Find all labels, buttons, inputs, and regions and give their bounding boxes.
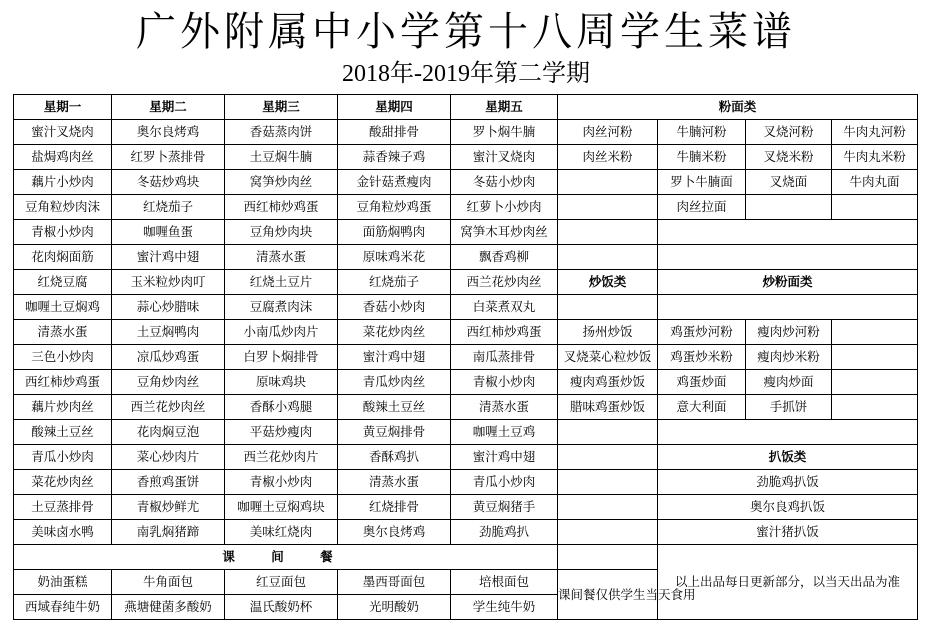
fried-item: 鸡蛋炒米粉 bbox=[658, 345, 746, 370]
dish-cell: 原味鸡米花 bbox=[338, 245, 451, 270]
table-row bbox=[14, 445, 918, 470]
dish-cell: 清蒸水蛋 bbox=[451, 395, 558, 420]
noodle-item: 肉丝拉面 bbox=[658, 195, 746, 220]
dish-cell: 青瓜小炒肉 bbox=[14, 445, 112, 470]
dish-cell: 红烧茄子 bbox=[338, 270, 451, 295]
snack-item: 燕塘健菌多酸奶 bbox=[112, 595, 225, 620]
day-header: 星期三 bbox=[225, 95, 338, 120]
dish-cell: 冬菇小炒肉 bbox=[451, 170, 558, 195]
fried-item: 叉烧菜心粒炒饭 bbox=[558, 345, 658, 370]
rice-plate-item: 奥尔良鸡扒饭 bbox=[658, 495, 918, 520]
noodle-item: 叉烧面 bbox=[746, 170, 832, 195]
noodle-item: 牛腩河粉 bbox=[658, 120, 746, 145]
empty-cell bbox=[558, 420, 658, 445]
table-row bbox=[14, 320, 918, 345]
fried-item: 手抓饼 bbox=[746, 395, 832, 420]
snack-item: 光明酸奶 bbox=[338, 595, 451, 620]
dish-cell: 窝笋木耳炒肉丝 bbox=[451, 220, 558, 245]
table-row bbox=[14, 470, 918, 495]
dish-cell: 西兰花炒肉片 bbox=[225, 445, 338, 470]
noodle-item: 肉丝米粉 bbox=[558, 145, 658, 170]
dish-cell: 奥尔良烤鸡 bbox=[338, 520, 451, 545]
dish-cell: 咖喱土豆鸡 bbox=[451, 420, 558, 445]
dish-cell: 香菇蒸肉饼 bbox=[225, 120, 338, 145]
empty-cell bbox=[658, 420, 918, 445]
empty-cell bbox=[558, 445, 658, 470]
dish-cell: 红罗卜蒸排骨 bbox=[112, 145, 225, 170]
dish-cell: 清蒸水蛋 bbox=[338, 470, 451, 495]
dish-cell: 土豆焖鸭肉 bbox=[112, 320, 225, 345]
noodle-item: 肉丝河粉 bbox=[558, 120, 658, 145]
dish-cell: 豆腐煮肉沫 bbox=[225, 295, 338, 320]
snack-item: 学生纯牛奶 bbox=[451, 595, 558, 620]
update-note: 以上出品每日更新部分，以当天出品为准 bbox=[658, 545, 918, 620]
dish-cell: 青椒小炒肉 bbox=[14, 220, 112, 245]
dish-cell: 西红柿炒鸡蛋 bbox=[14, 370, 112, 395]
day-header: 星期二 bbox=[112, 95, 225, 120]
dish-cell: 黄豆焖猪手 bbox=[451, 495, 558, 520]
dish-cell: 白罗卜焖排骨 bbox=[225, 345, 338, 370]
dish-cell: 香菇小炒肉 bbox=[338, 295, 451, 320]
dish-cell: 菜花炒肉丝 bbox=[338, 320, 451, 345]
dish-cell: 花肉焖面筋 bbox=[14, 245, 112, 270]
fried-item: 瘦肉炒米粉 bbox=[746, 345, 832, 370]
dish-cell: 蜜汁叉烧肉 bbox=[451, 145, 558, 170]
empty-cell bbox=[558, 495, 658, 520]
day-header: 星期四 bbox=[338, 95, 451, 120]
snack-item: 培根面包 bbox=[451, 570, 558, 595]
dish-cell: 奥尔良烤鸡 bbox=[112, 120, 225, 145]
header-row bbox=[14, 95, 918, 120]
table-row bbox=[14, 345, 918, 370]
snack-title-row bbox=[14, 545, 918, 570]
dish-cell: 青椒小炒肉 bbox=[451, 370, 558, 395]
noodle-item: 牛肉丸面 bbox=[832, 170, 918, 195]
dish-cell: 香酥小鸡腿 bbox=[225, 395, 338, 420]
table-row bbox=[14, 395, 918, 420]
dish-cell: 青瓜炒肉丝 bbox=[338, 370, 451, 395]
dish-cell: 小南瓜炒肉片 bbox=[225, 320, 338, 345]
snack-section-title: 课 间 餐 bbox=[14, 545, 558, 570]
noodle-item bbox=[832, 195, 918, 220]
dish-cell: 土豆焖牛腩 bbox=[225, 145, 338, 170]
fried-item: 瘦肉鸡蛋炒饭 bbox=[558, 370, 658, 395]
fried-item: 鸡蛋炒河粉 bbox=[658, 320, 746, 345]
snack-item: 墨西哥面包 bbox=[338, 570, 451, 595]
fried-item: 扬州炒饭 bbox=[558, 320, 658, 345]
semester-subtitle: 2018年-2019年第二学期 bbox=[342, 61, 590, 87]
table-row bbox=[14, 195, 918, 220]
noodle-item bbox=[746, 195, 832, 220]
table-row bbox=[14, 120, 918, 145]
dish-cell: 南乳焖猪蹄 bbox=[112, 520, 225, 545]
empty-cell bbox=[558, 470, 658, 495]
noodle-item: 叉烧河粉 bbox=[746, 120, 832, 145]
snack-note: 课间餐仅供学生当天食用 bbox=[558, 570, 658, 620]
empty-cell bbox=[832, 370, 918, 395]
noodle-item: 牛肉丸河粉 bbox=[832, 120, 918, 145]
dish-cell: 罗卜焖牛腩 bbox=[451, 120, 558, 145]
dish-cell: 西红柿炒鸡蛋 bbox=[225, 195, 338, 220]
noodle-item: 叉烧米粉 bbox=[746, 145, 832, 170]
dish-cell: 三色小炒肉 bbox=[14, 345, 112, 370]
fried-item: 鸡蛋炒面 bbox=[658, 370, 746, 395]
dish-cell: 蒜心炒腊味 bbox=[112, 295, 225, 320]
empty-cell bbox=[658, 220, 918, 245]
noodle-item: 罗卜牛腩面 bbox=[658, 170, 746, 195]
dish-cell: 菜花炒肉丝 bbox=[14, 470, 112, 495]
day-header: 星期五 bbox=[451, 95, 558, 120]
dish-cell: 美味红烧肉 bbox=[225, 520, 338, 545]
snack-item: 温氏酸奶杯 bbox=[225, 595, 338, 620]
dish-cell: 面筋焖鸭肉 bbox=[338, 220, 451, 245]
dish-cell: 香酥鸡扒 bbox=[338, 445, 451, 470]
noodle-item bbox=[558, 170, 658, 195]
dish-cell: 清蒸水蛋 bbox=[225, 245, 338, 270]
dish-cell: 蜜汁鸡中翅 bbox=[451, 445, 558, 470]
fried-item: 腊味鸡蛋炒饭 bbox=[558, 395, 658, 420]
dish-cell: 清蒸水蛋 bbox=[14, 320, 112, 345]
empty-cell bbox=[658, 295, 918, 320]
dish-cell: 青瓜小炒肉 bbox=[451, 470, 558, 495]
noodle-section-header: 粉面类 bbox=[558, 95, 918, 120]
fried-item: 瘦肉炒河粉 bbox=[746, 320, 832, 345]
table-row bbox=[14, 145, 918, 170]
dish-cell: 劲脆鸡扒 bbox=[451, 520, 558, 545]
dish-cell: 藕片小炒肉 bbox=[14, 170, 112, 195]
table-row bbox=[14, 420, 918, 445]
noodle-item bbox=[558, 195, 658, 220]
empty-cell bbox=[558, 520, 658, 545]
empty-cell bbox=[832, 320, 918, 345]
dish-cell: 豆角炒肉块 bbox=[225, 220, 338, 245]
table-row bbox=[14, 520, 918, 545]
fried-noodle-header: 炒粉面类 bbox=[658, 270, 918, 295]
dish-cell: 飘香鸡柳 bbox=[451, 245, 558, 270]
fried-item: 意大利面 bbox=[658, 395, 746, 420]
dish-cell: 玉米粒炒肉叮 bbox=[112, 270, 225, 295]
dish-cell: 咖喱鱼蛋 bbox=[112, 220, 225, 245]
dish-cell: 盐焗鸡肉丝 bbox=[14, 145, 112, 170]
table-row bbox=[14, 170, 918, 195]
dish-cell: 黄豆焖排骨 bbox=[338, 420, 451, 445]
rice-plate-header: 扒饭类 bbox=[658, 445, 918, 470]
dish-cell: 酸辣土豆丝 bbox=[338, 395, 451, 420]
dish-cell: 美味卤水鸭 bbox=[14, 520, 112, 545]
dish-cell: 白菜煮双丸 bbox=[451, 295, 558, 320]
empty-cell bbox=[658, 245, 918, 270]
snack-item: 奶油蛋糕 bbox=[14, 570, 112, 595]
empty-cell bbox=[558, 220, 658, 245]
fried-rice-header: 炒饭类 bbox=[558, 270, 658, 295]
dish-cell: 金针菇煮瘦肉 bbox=[338, 170, 451, 195]
dish-cell: 豆角粒炒鸡蛋 bbox=[338, 195, 451, 220]
dish-cell: 酸甜排骨 bbox=[338, 120, 451, 145]
dish-cell: 西红柿炒鸡蛋 bbox=[451, 320, 558, 345]
dish-cell: 咖喱土豆焖鸡 bbox=[14, 295, 112, 320]
dish-cell: 花肉焖豆泡 bbox=[112, 420, 225, 445]
empty-cell bbox=[558, 545, 658, 570]
dish-cell: 咖喱土豆焖鸡块 bbox=[225, 495, 338, 520]
dish-cell: 蜜汁叉烧肉 bbox=[14, 120, 112, 145]
empty-cell bbox=[558, 295, 658, 320]
dish-cell: 凉瓜炒鸡蛋 bbox=[112, 345, 225, 370]
dish-cell: 冬菇炒鸡块 bbox=[112, 170, 225, 195]
day-header: 星期一 bbox=[14, 95, 112, 120]
rice-plate-item: 劲脆鸡扒饭 bbox=[658, 470, 918, 495]
dish-cell: 豆角炒肉丝 bbox=[112, 370, 225, 395]
noodle-item: 牛肉丸米粉 bbox=[832, 145, 918, 170]
snack-item: 西域春纯牛奶 bbox=[14, 595, 112, 620]
page-title: 广外附属中小学第十八周学生菜谱 bbox=[136, 9, 796, 55]
snack-item: 红豆面包 bbox=[225, 570, 338, 595]
empty-cell bbox=[832, 395, 918, 420]
empty-cell bbox=[558, 245, 658, 270]
dish-cell: 蜜汁鸡中翅 bbox=[112, 245, 225, 270]
dish-cell: 红烧排骨 bbox=[338, 495, 451, 520]
dish-cell: 平菇炒瘦肉 bbox=[225, 420, 338, 445]
dish-cell: 青椒炒鲜尤 bbox=[112, 495, 225, 520]
dish-cell: 原味鸡块 bbox=[225, 370, 338, 395]
dish-cell: 香煎鸡蛋饼 bbox=[112, 470, 225, 495]
snack-item: 牛角面包 bbox=[112, 570, 225, 595]
rice-plate-item: 蜜汁猪扒饭 bbox=[658, 520, 918, 545]
noodle-item: 牛腩米粉 bbox=[658, 145, 746, 170]
dish-cell: 菜心炒肉片 bbox=[112, 445, 225, 470]
table-row bbox=[14, 295, 918, 320]
dish-cell: 蒜香辣子鸡 bbox=[338, 145, 451, 170]
dish-cell: 南瓜蒸排骨 bbox=[451, 345, 558, 370]
table-row bbox=[14, 270, 918, 295]
fried-item: 瘦肉炒面 bbox=[746, 370, 832, 395]
dish-cell: 红烧茄子 bbox=[112, 195, 225, 220]
dish-cell: 西兰花炒肉丝 bbox=[112, 395, 225, 420]
table-row bbox=[14, 370, 918, 395]
dish-cell: 藕片炒肉丝 bbox=[14, 395, 112, 420]
dish-cell: 红烧豆腐 bbox=[14, 270, 112, 295]
dish-cell: 西兰花炒肉丝 bbox=[451, 270, 558, 295]
dish-cell: 红萝卜小炒肉 bbox=[451, 195, 558, 220]
menu-table bbox=[13, 94, 918, 620]
dish-cell: 红烧土豆片 bbox=[225, 270, 338, 295]
dish-cell: 青椒小炒肉 bbox=[225, 470, 338, 495]
table-row bbox=[14, 245, 918, 270]
empty-cell bbox=[832, 345, 918, 370]
dish-cell: 蜜汁鸡中翅 bbox=[338, 345, 451, 370]
dish-cell: 酸辣土豆丝 bbox=[14, 420, 112, 445]
table-row bbox=[14, 220, 918, 245]
dish-cell: 豆角粒炒肉沫 bbox=[14, 195, 112, 220]
table-row bbox=[14, 495, 918, 520]
dish-cell: 土豆蒸排骨 bbox=[14, 495, 112, 520]
dish-cell: 窝笋炒肉丝 bbox=[225, 170, 338, 195]
